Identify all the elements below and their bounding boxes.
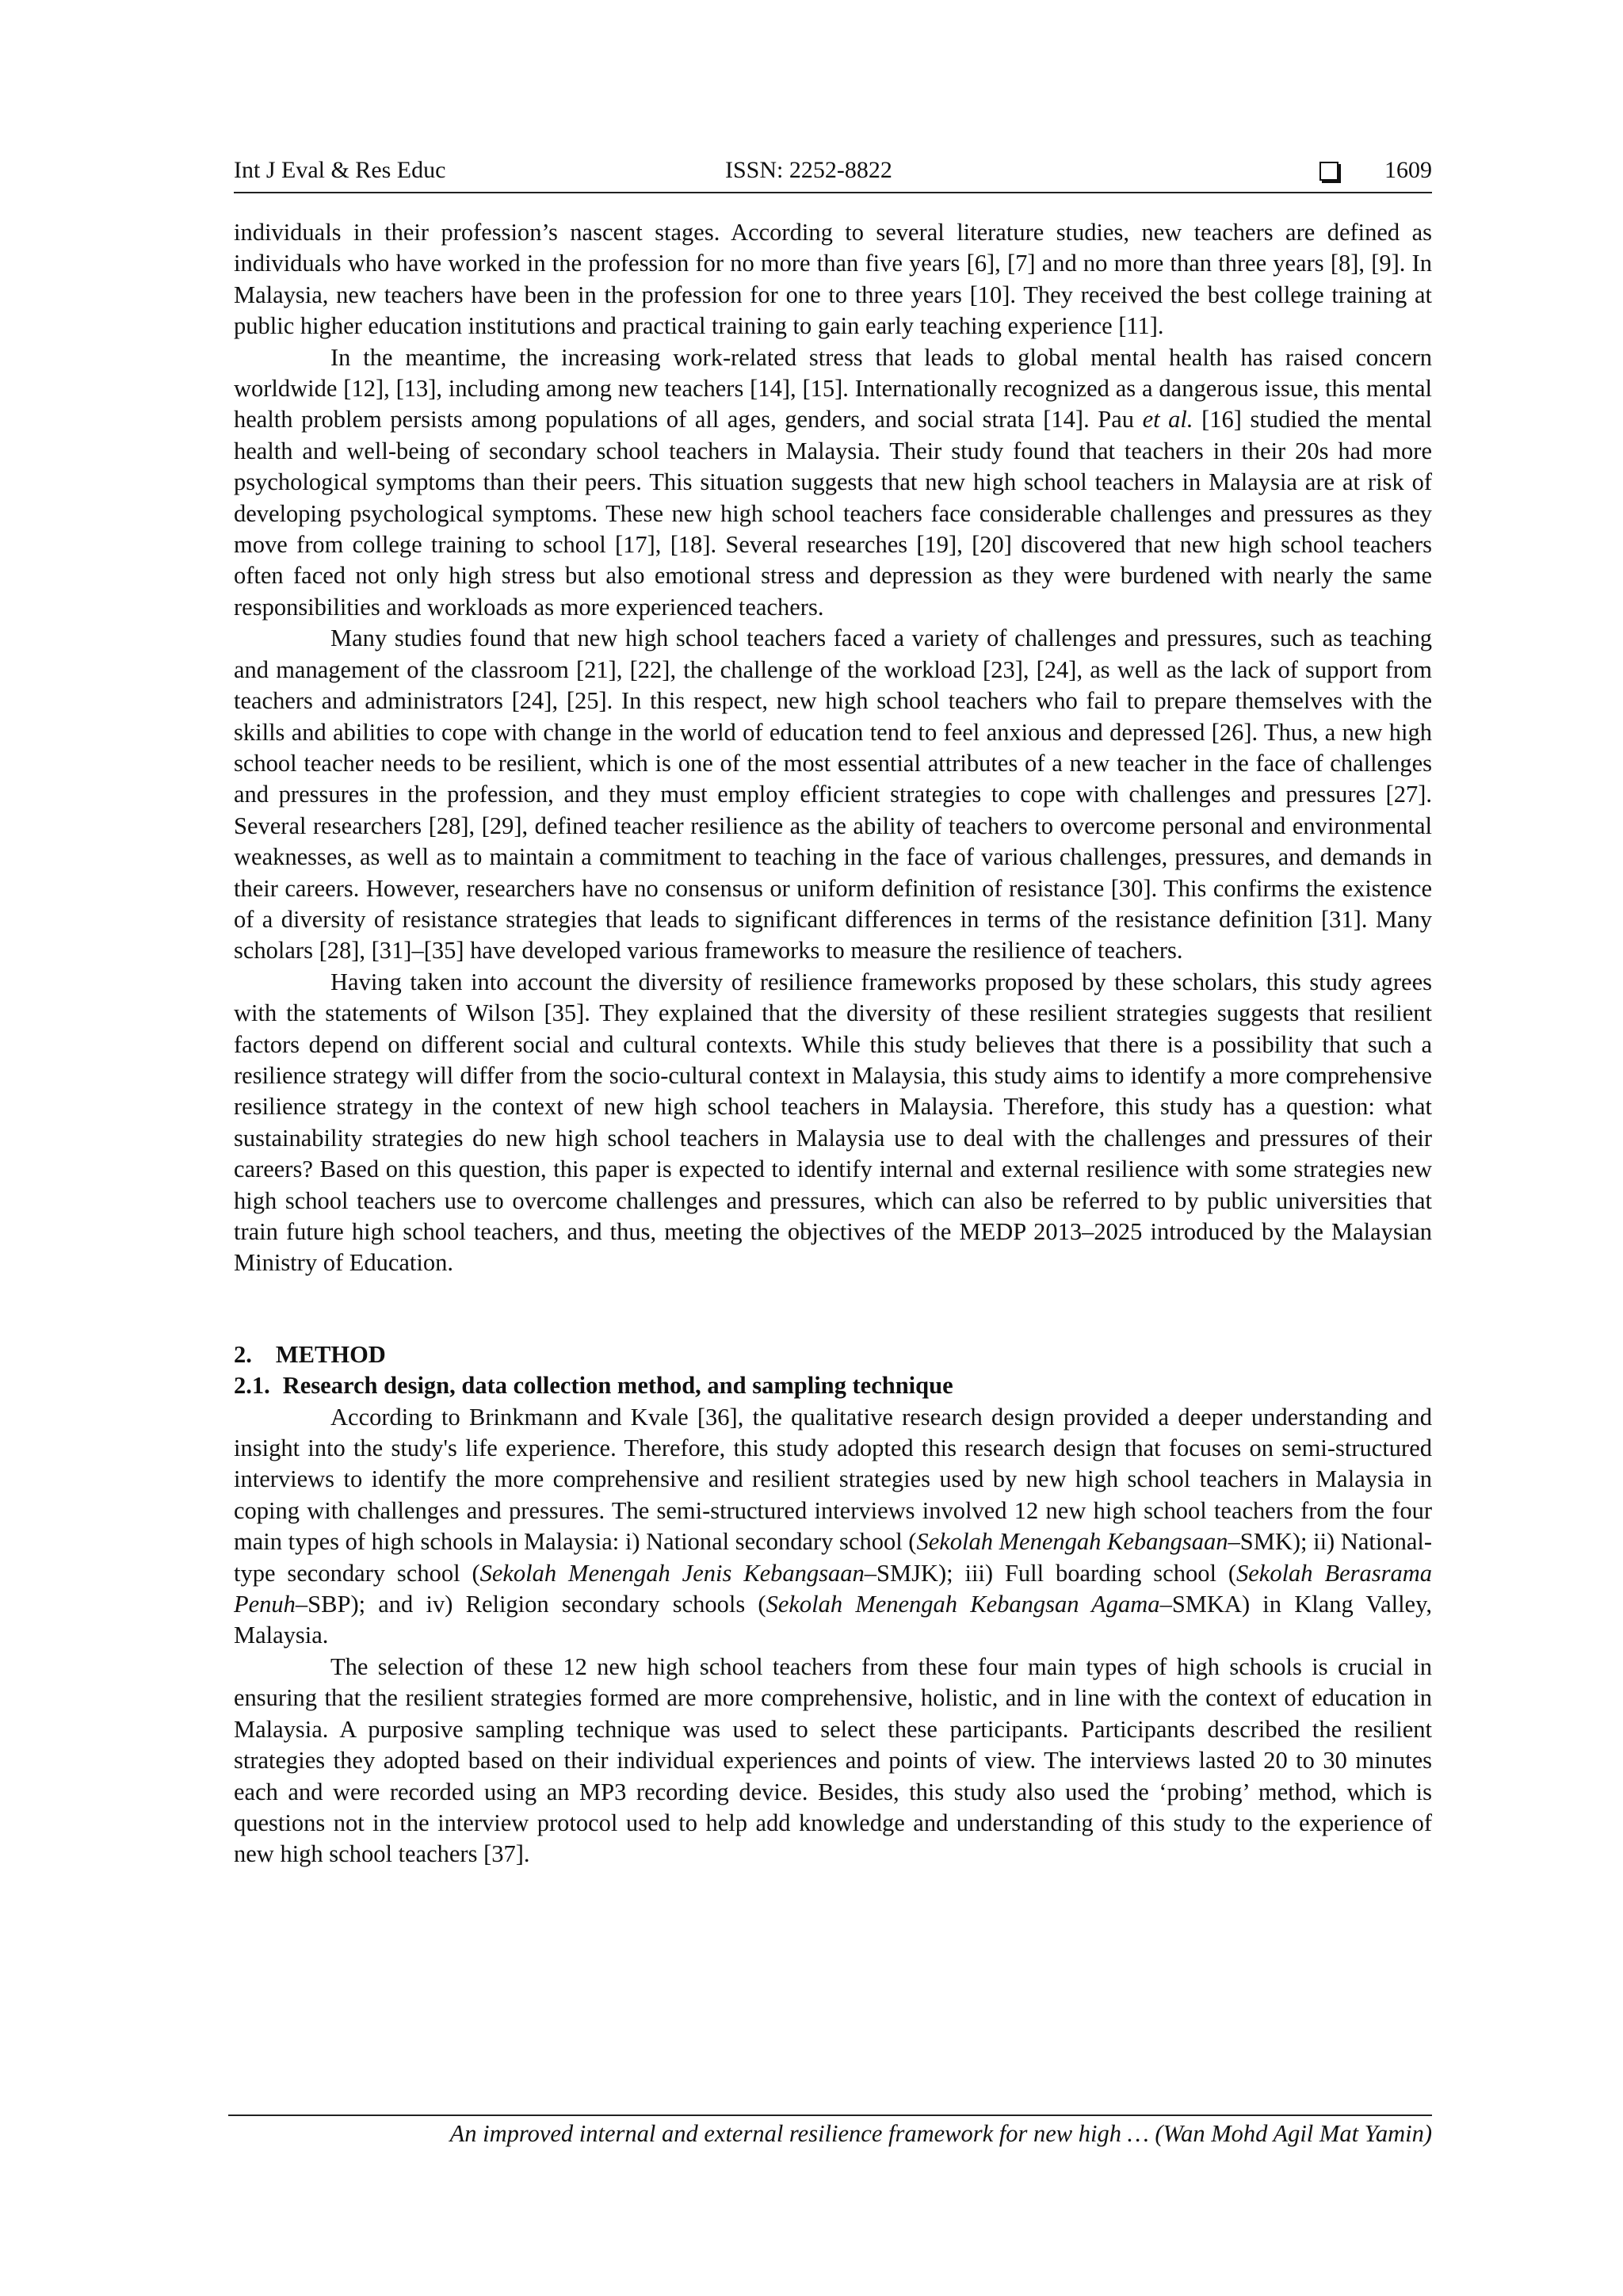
- paragraph: individuals in their profession’s nascent stages. According to several literature studies, new teachers are defined as individuals who have worked in the profession for no more than five years [6], [7] and no more than three years [8], [9]. In Malaysia, new teachers have been in the profession for one to three years [10]. They received the best college training at public higher education institutions and practical training to gain early teaching experience [11].: [234, 219, 1432, 340]
- paragraph: In the meantime, the increasing work-related stress that leads to global mental health has raised concern worldwide [12], [13], including among new teachers [14], [15]. Internationally recognized as a dangerous issue, this mental health problem persists among populations of all ages, genders, and social strata [14]. Pau et al. [16] studied the mental health and well-being of secondary school teachers in Malaysia. Their study found that teachers in their 20s had more psychological symptoms than their peers. This situation suggests that new high school teachers in Malaysia are at risk of developing psychological symptoms. These new high school teachers face considerable challenges and pressures as they move from college training to school [17], [18]. Several researches [19], [20] discovered that new high school teachers often faced not only high stress but also emotional stress and depression as they were burdened with nearly the same responsibilities and workloads as more experienced teachers.: [234, 343, 1432, 621]
- paragraph: Many studies found that new high school teachers faced a variety of challenges and pressures, such as teaching and management of the classroom [21], [22], the challenge of the workload [23], [24], as well as the lack of support from teachers and administrators [24], [25]. In this respect, new high school teachers who fail to prepare themselves with the skills and abilities to cope with change in the world of education tend to feel anxious and depressed [26]. Thus, a new high school teacher needs to be resilient, which is one of the most essential attributes of a new teacher in the face of challenges and pressures in the profession, and they must employ efficient strategies to cope with challenges and pressures [27]. Several researchers [28], [29], defined teacher resilience as the ability of teachers to overcome personal and environmental weaknesses, as well as to maintain a commitment to teaching in the face of various challenges, pressures, and demands in their careers. However, researchers have no consensus or uniform definition of resistance [30]. This confirms the existence of a diversity of resistance strategies that leads to significant differences in terms of the resistance definition [31]. Many scholars [28], [31]–[35] have developed various frameworks to measure the resilience of teachers.: [234, 625, 1432, 965]
- running-header: [234, 157, 1432, 193]
- journal-name: Int J Eval & Res Educ: [234, 157, 446, 183]
- italic-text: Sekolah Menengah Kebangsan Agama: [766, 1591, 1160, 1618]
- subsection-number: 2.1.: [234, 1372, 270, 1400]
- paragraph: The selection of these 12 new high school teachers from these four main types of high schools is crucial in ensuring that the resilient strategies formed are more comprehensive, holistic, and in line with the context of education in Malaysia. A purposive sampling technique was used to select these participants. Participants described the resilient strategies they adopted based on their individual experiences and points of view. The interviews lasted 20 to 30 minutes each and were recorded using an MP3 recording device. Besides, this study also used the ‘probing’ method, which is questions not in the interview protocol used to help add knowledge and understanding of this study to the experience of new high school teachers [37].: [234, 1652, 1432, 1868]
- italic-text: et al.: [1142, 406, 1193, 434]
- section-title: METHOD: [275, 1340, 386, 1368]
- italic-text: Sekolah Berasrama Penuh: [234, 1559, 1432, 1618]
- italic-text: Sekolah Menengah Jenis Kebangsaan: [479, 1559, 865, 1587]
- page-number: 1609: [1384, 157, 1432, 183]
- section-number: 2.: [234, 1340, 252, 1368]
- section-heading: [234, 1339, 1432, 1370]
- italic-text: Sekolah Menengah Kebangsaan: [916, 1528, 1228, 1556]
- issn: ISSN: 2252-8822: [725, 157, 892, 183]
- running-footer: An improved internal and external resilience framework for new high … (Wan Mohd Agil Mat Yamin): [449, 2120, 1432, 2147]
- paragraph: Having taken into account the diversity of resilience frameworks proposed by these scholars, this study agrees with the statements of Wilson [35]. They explained that the diversity of these resilient strategies suggests that resilient factors depend on different social and cultural contexts. While this study believes that there is a possibility that such a resilience strategy will differ from the socio-cultural context in Malaysia, this study aims to identify a more comprehensive resilience strategy in the context of new high school teachers in Malaysia. Therefore, this study has a question: what sustainability strategies do new high school teachers in Malaysia use to deal with the challenges and pressures of their careers? Based on this question, this paper is expected to identify internal and external resilience with some strategies new high school teachers use to overcome challenges and pressures, which can also be referred to by public universities that train future high school teachers, and thus, meeting the objectives of the MEDP 2013–2025 introduced by the Malaysian Ministry of Education.: [234, 968, 1432, 1277]
- square-bullet-icon: [1319, 162, 1338, 181]
- subsection-heading: [234, 1370, 1432, 1401]
- paragraph: According to Brinkmann and Kvale [36], the qualitative research design provided a deeper understanding and insight into the study's life experience. Therefore, this study adopted this research design that focuses on semi-structured interviews to identify the more comprehensive and resilient strategies used by new high school teachers in Malaysia in coping with challenges and pressures. The semi-structured interviews involved 12 new high school teachers from the four main types of high schools in Malaysia: i) National secondary school (Sekolah Menengah Kebangsaan–SMK); ii) National-type secondary school (Sekolah Menengah Jenis Kebangsaan–SMJK); iii) Full boarding school (Sekolah Berasrama Penuh–SBP); and iv) Religion secondary schools (Sekolah Menengah Kebangsan Agama–SMKA) in Klang Valley, Malaysia.: [234, 1403, 1433, 1649]
- footer-rule: [228, 2115, 1432, 2116]
- body-text: [234, 217, 1432, 1870]
- subsection-title: Research design, data collection method, and sampling technique: [282, 1372, 953, 1400]
